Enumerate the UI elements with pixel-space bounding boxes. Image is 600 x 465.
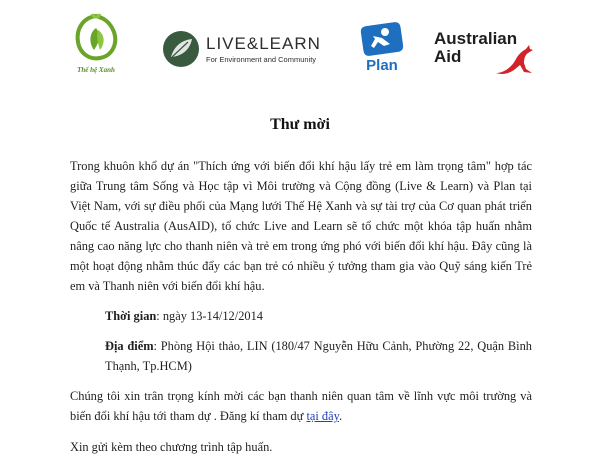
invite-text: Chúng tôi xin trân trọng kính mời các bạn thanh niên quan tâm về lĩnh vực môi trường và biến đổi khí hậu tới tham dự . Đăng kí tham dự bbox=[70, 389, 532, 423]
plan-person-icon bbox=[360, 22, 404, 58]
leaf-icon bbox=[72, 12, 120, 66]
time-label: Thời gian bbox=[105, 309, 157, 323]
australian-aid-logo bbox=[434, 30, 564, 70]
register-link[interactable]: tại đây bbox=[306, 409, 340, 423]
location-value: : Phòng Hội thảo, LIN (180/47 Nguyễn Hữu Cảnh, Phường 22, Quận Bình Thạnh, Tp.HCM) bbox=[105, 339, 532, 373]
live-learn-tagline: For Environment and Community bbox=[206, 55, 317, 64]
plan-name: Plan bbox=[366, 57, 398, 74]
the-he-xanh-logo bbox=[72, 12, 120, 76]
intro-paragraph: Trong khuôn khổ dự án "Thích ứng với biến đổi khí hậu lấy trẻ em làm trọng tâm" hợp tác giữa Trung tâm Sống và Học tập vì Môi trường và Cộng đồng (Live & Learn) và Plan tại Việt Nam, với sự điều phối của Mạng lưới Thế Hệ Xanh và sự tài trợ của Cơ quan phát triển Quốc tế Australia (AusAID), tổ chức Live and Learn sẽ tổ chức một khóa tập huấn nhằm nâng cao năng lực cho thanh niên và trẻ em trong ứng phó với biến đổi khí hậu. Đây cũng là một hoạt động nhằm thúc đẩy các bạn trẻ có nhiều ý tưởng tham gia vào Quỹ sáng kiến Trẻ em và Thanh niên với biến đổi khí hậu. bbox=[70, 159, 532, 293]
closing-line: Xin gửi kèm theo chương trình tập huấn. bbox=[70, 440, 273, 454]
location-label: Địa điểm bbox=[105, 339, 154, 353]
location-line bbox=[70, 336, 532, 376]
invite-paragraph bbox=[70, 386, 532, 426]
time-line bbox=[70, 306, 532, 326]
the-he-xanh-name: Thế hệ Xanh bbox=[77, 66, 115, 74]
live-learn-leaf-icon bbox=[162, 30, 200, 68]
plan-logo bbox=[360, 22, 404, 74]
time-value: : ngày 13-14/12/2014 bbox=[156, 309, 263, 323]
live-learn-logo bbox=[162, 30, 362, 70]
live-learn-name: LIVE&LEARN bbox=[206, 34, 321, 53]
invite-end: . bbox=[339, 409, 343, 423]
australian-aid-line1: Australian bbox=[434, 29, 518, 48]
letter-title: Thư mời bbox=[270, 116, 330, 133]
kangaroo-icon bbox=[494, 43, 534, 77]
logo-bar bbox=[0, 0, 600, 86]
letter-body bbox=[70, 156, 532, 457]
australian-aid-line2: Aid bbox=[434, 47, 462, 66]
